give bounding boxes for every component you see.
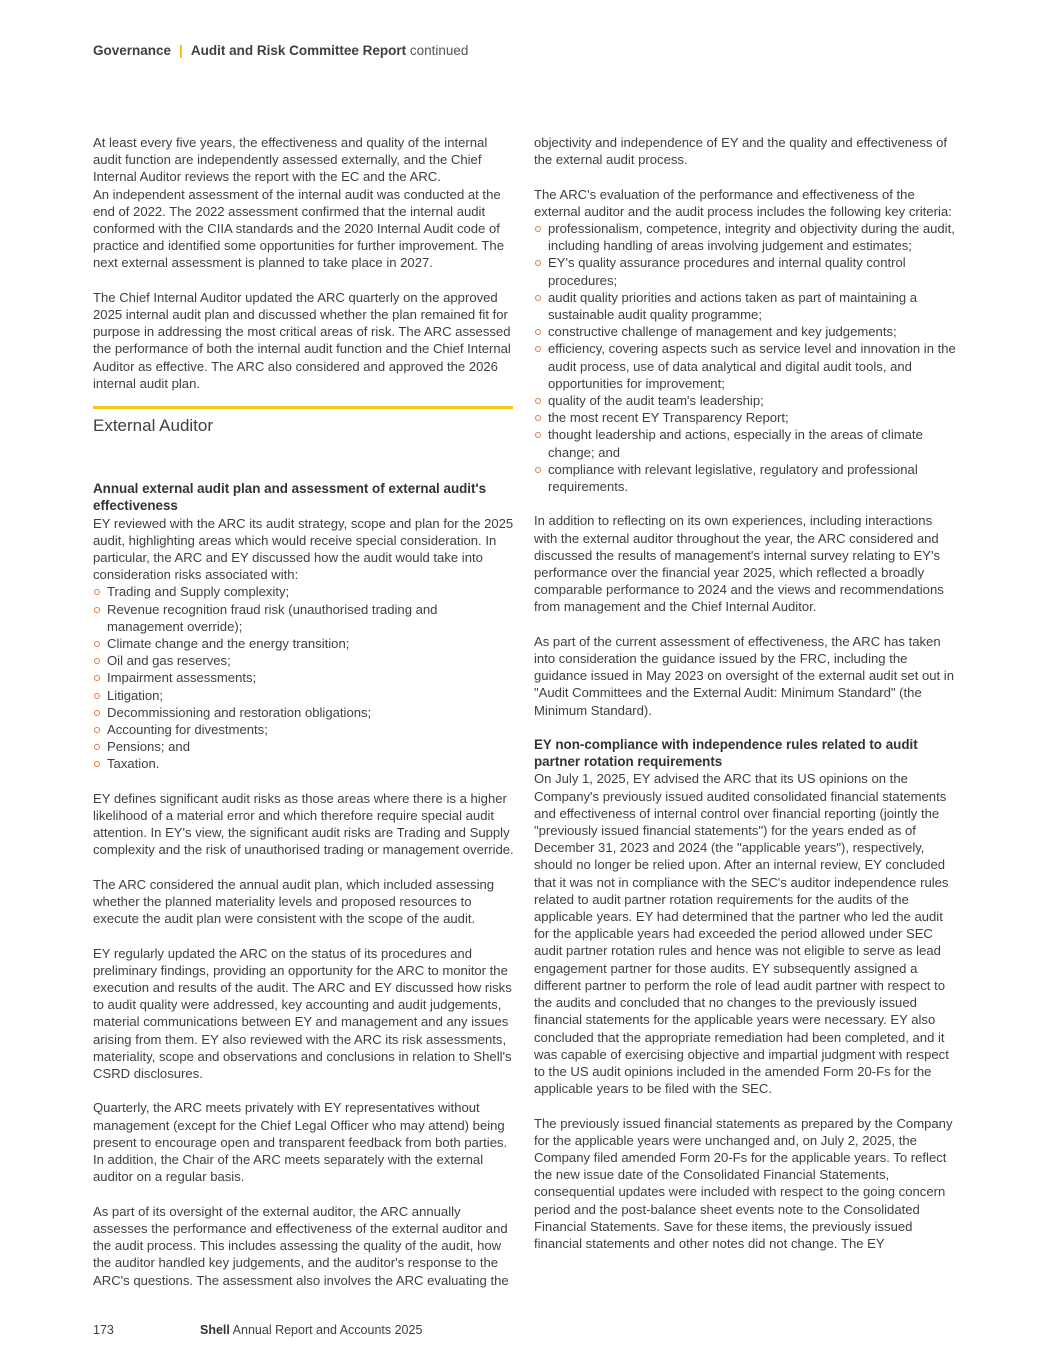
list-item: Decommissioning and restoration obligations;	[93, 704, 517, 721]
list-item: thought leadership and actions, especially in the areas of climate change; and	[534, 426, 958, 460]
list-item: efficiency, covering aspects such as service level and innovation in the audit process, use of data analytical and digital audit tools, and opportunities for improvement;	[534, 340, 958, 392]
list-item: Impairment assessments;	[93, 669, 517, 686]
section-divider	[93, 406, 513, 409]
list-item: Trading and Supply complexity;	[93, 583, 517, 600]
footer-title	[200, 1323, 422, 1337]
list-item: Revenue recognition fraud risk (unauthorised trading and management override);	[93, 601, 517, 635]
paragraph: The Chief Internal Auditor updated the ARC quarterly on the approved 2025 internal audit plan and discussed whether the plan remained fit for purpose in addressing the most critical areas of risk. The ARC assessed the performance of both the internal audit function and the Chief Internal Auditor as effective. The ARC also considered and approved the 2026 internal audit plan.	[93, 289, 511, 391]
header-continued: continued	[409, 43, 469, 58]
paragraph: Quarterly, the ARC meets privately with EY representatives without management (except for the Chief Legal Officer who may attend) being present to encourage open and transparent feedback from both parties. In addition, the Chair of the ARC meets separately with the external auditor on a regular basis.	[93, 1100, 508, 1185]
list-item: quality of the audit team's leadership;	[534, 392, 958, 409]
paragraph: The ARC's evaluation of the performance and effectiveness of the external auditor and the audit process includes the following key criteria:	[534, 186, 952, 219]
paragraph: As part of its oversight of the external auditor, the ARC annually assesses the performance and effectiveness of the external auditor and the audit process. This includes assessing the quality of the audit, how the auditor handled key judgements, and the auditor's response to the ARC's questions. The assessment also involves the ARC evaluating the	[93, 1203, 509, 1288]
header-title: Audit and Risk Committee Report	[190, 43, 407, 58]
risk-list	[93, 583, 517, 772]
page-number: 173	[93, 1323, 114, 1337]
list-item: Taxation.	[93, 755, 517, 772]
left-column	[93, 134, 517, 1289]
paragraph: As part of the current assessment of effectiveness, the ARC has taken into consideration the guidance issued by the FRC, including the guidance issued in May 2023 on oversight of the external audit set out in "Audit Committees and the External Audit: Minimum Standard" (the Minimum Standard).	[534, 633, 954, 718]
header-separator: |	[179, 43, 183, 58]
running-header	[93, 43, 468, 58]
paragraph: At least every five years, the effectiveness and quality of the internal audit function are independently assessed externally, and the Chief Internal Auditor reviews the report with the EC and the ARC.	[93, 135, 488, 185]
list-item: Climate change and the energy transition;	[93, 635, 517, 652]
list-item: constructive challenge of management and key judgements;	[534, 323, 958, 340]
section-title: External Auditor	[93, 416, 214, 436]
footer-brand: Shell	[200, 1323, 230, 1337]
list-item: compliance with relevant legislative, regulatory and professional requirements.	[534, 461, 958, 495]
list-item: Litigation;	[93, 687, 517, 704]
list-item: audit quality priorities and actions taken as part of maintaining a sustainable audit quality programme;	[534, 289, 958, 323]
subheading: Annual external audit plan and assessment of external audit's effectiveness	[93, 481, 487, 514]
list-item: EY's quality assurance procedures and internal quality control procedures;	[534, 254, 958, 288]
paragraph: objectivity and independence of EY and the quality and effectiveness of the external audit process.	[534, 135, 947, 168]
header-section: Governance	[93, 43, 172, 58]
list-item: professionalism, competence, integrity and objectivity during the audit, including handling of areas involving judgement and estimates;	[534, 220, 958, 254]
paragraph: EY defines significant audit risks as those areas where there is a higher likelihood of a material error and which therefore require special audit attention. In EY's view, the significant audit risks are Trading and Supply complexity and the risk of unauthorised trading or management override.	[93, 790, 514, 858]
list-item: Accounting for divestments;	[93, 721, 517, 738]
paragraph: An independent assessment of the internal audit was conducted at the end of 2022. The 2022 assessment confirmed that the internal audit conformed with the CIIA standards and the 2020 Internal Audit code of practice and identified some opportunities for further improvement. The next external assessment is planned to take place in 2027.	[93, 186, 504, 271]
subheading: EY non-compliance with independence rules related to audit partner rotation requirements	[534, 737, 918, 770]
paragraph: The ARC considered the annual audit plan, which included assessing whether the planned materiality levels and proposed resources to execute the audit plan were consistent with the scope of the audit.	[93, 876, 495, 927]
paragraph: In addition to reflecting on its own experiences, including interactions with the external auditor throughout the year, the ARC considered and discussed the results of management's internal survey relating to EY's performance over the financial year 2025, which reflected a broadly comparable performance to 2024 and the views and recommendations from management and the Chief Internal Auditor.	[534, 513, 944, 615]
list-item: Oil and gas reserves;	[93, 652, 517, 669]
criteria-list	[534, 220, 958, 495]
paragraph: The previously issued financial statements as prepared by the Company for the applicable years were unchanged and, on July 2, 2025, the Company filed amended Form 20-Fs for the applicable years. To reflect the new issue date of the Consolidated Financial Statements, consequential updates were included with respect to the going concern period and the post-balance sheet events note to the Consolidated Financial Statements. Save for these items, the previously issued financial statements and other notes did not change. The EY	[534, 1115, 953, 1251]
list-item: Pensions; and	[93, 738, 517, 755]
paragraph: EY reviewed with the ARC its audit strategy, scope and plan for the 2025 audit, highlighting areas which would receive special consideration. In particular, the ARC and EY discussed how the audit would take into consideration risks associated with:	[93, 515, 514, 583]
list-item: the most recent EY Transparency Report;	[534, 409, 958, 426]
footer-report-title: Annual Report and Accounts 2025	[232, 1323, 423, 1337]
right-column	[534, 134, 958, 1252]
paragraph: On July 1, 2025, EY advised the ARC that its US opinions on the Company's previously issued audited consolidated financial statements and effectiveness of internal control over financial reporting (jointly the "previously issued financial statements") for the years ended as of December 31, 2023 and 2024 (the "applicable years"), respectively, should no longer be relied upon. After an internal review, EY concluded that it was not in compliance with the SEC's auditor independence rules related to audit partner rotation requirements for the audits of the applicable years. EY had determined that the partner who led the audit for the applicable years had exceeded the period allowed under SEC audit partner rotation rules and hence was not eligible to serve as lead engagement partner for those audits. EY subsequently assigned a different partner to perform the role of lead audit partner with respect to the audits and concluded that no changes to the previously issued financial statements for the applicable years were necessary. EY also concluded that the appropriate remediation had been completed, and it was capable of exercising objective and impartial judgment with respect to the US audit opinions included in the amended Form 20-Fs for the applicable years to be filed with the SEC.	[534, 771, 949, 1097]
paragraph: EY regularly updated the ARC on the status of its procedures and preliminary findings, providing an opportunity for the ARC to monitor the execution and results of the audit. The ARC and EY discussed how risks to audit quality were addressed, key accounting and audit judgements, material communications between EY and management and any issues arising from them. EY also reviewed with the ARC its risk assessments, materiality, scope and observations and conclusions in relation to Shell's CSRD disclosures.	[93, 945, 512, 1082]
